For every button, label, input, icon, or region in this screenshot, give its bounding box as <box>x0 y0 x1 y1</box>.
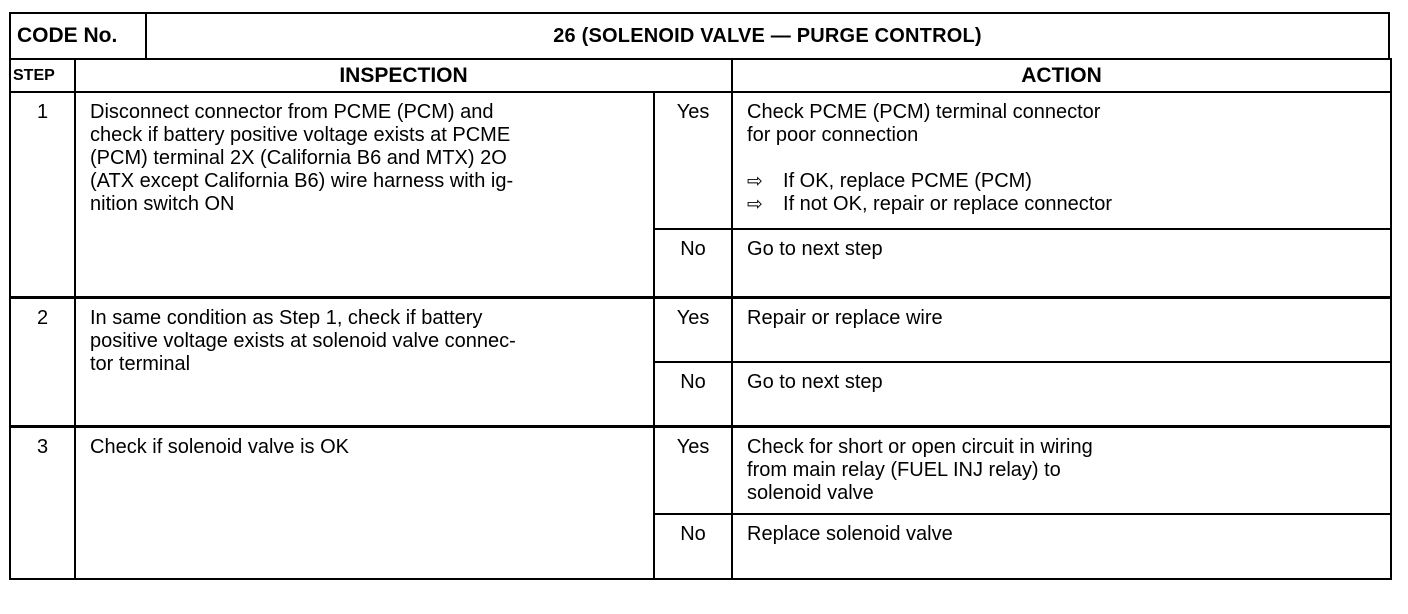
right-outline-arrow-icon: ⇨ <box>747 193 763 215</box>
step-number: 2 <box>10 298 75 427</box>
no-label: No <box>654 229 732 298</box>
right-outline-arrow-icon: ⇨ <box>747 170 763 192</box>
action-text: Replace solenoid valve <box>732 514 1391 579</box>
code-header <box>9 12 1390 60</box>
yes-label: Yes <box>654 427 732 515</box>
action-bullet <box>747 193 1376 216</box>
action-bullet <box>747 170 1376 193</box>
diagnostic-page <box>9 12 1390 580</box>
table-row <box>10 298 1391 363</box>
table-row <box>10 427 1391 515</box>
table-row <box>10 92 1391 229</box>
yes-label: Yes <box>654 298 732 363</box>
yes-label: Yes <box>654 92 732 229</box>
no-label: No <box>654 362 732 427</box>
column-header-row <box>10 59 1391 92</box>
step-number: 1 <box>10 92 75 298</box>
action-cell <box>732 92 1391 229</box>
action-bullet-text: If OK, replace PCME (PCM) <box>783 170 1032 192</box>
action-text: Repair or replace wire <box>732 298 1391 363</box>
step-number: 3 <box>10 427 75 580</box>
action-text: Go to next step <box>732 229 1391 298</box>
action-text: Go to next step <box>732 362 1391 427</box>
no-label: No <box>654 514 732 579</box>
action-bullet-text: If not OK, repair or replace connector <box>783 193 1113 215</box>
code-label: CODE No. <box>11 14 147 58</box>
inspection-text: Disconnect connector from PCME (PCM) and check if battery positive voltage exists at PCME (PCM) terminal 2X (California B6 and MTX) 2O (ATX except California B6) wire harness with ig- nition switch ON <box>75 92 654 298</box>
inspection-text: Check if solenoid valve is OK <box>75 427 654 580</box>
column-header-action: ACTION <box>732 59 1391 92</box>
inspection-text: In same condition as Step 1, check if battery positive voltage exists at solenoid valve connec- tor terminal <box>75 298 654 427</box>
column-header-step: STEP <box>10 59 75 92</box>
code-title: 26 (SOLENOID VALVE — PURGE CONTROL) <box>553 24 982 47</box>
action-text: Check for short or open circuit in wiring from main relay (FUEL INJ relay) to solenoid valve <box>732 427 1391 515</box>
column-header-inspection: INSPECTION <box>75 59 732 92</box>
action-text: Check PCME (PCM) terminal connector for poor connection <box>747 101 1101 146</box>
troubleshooting-table <box>9 58 1392 580</box>
